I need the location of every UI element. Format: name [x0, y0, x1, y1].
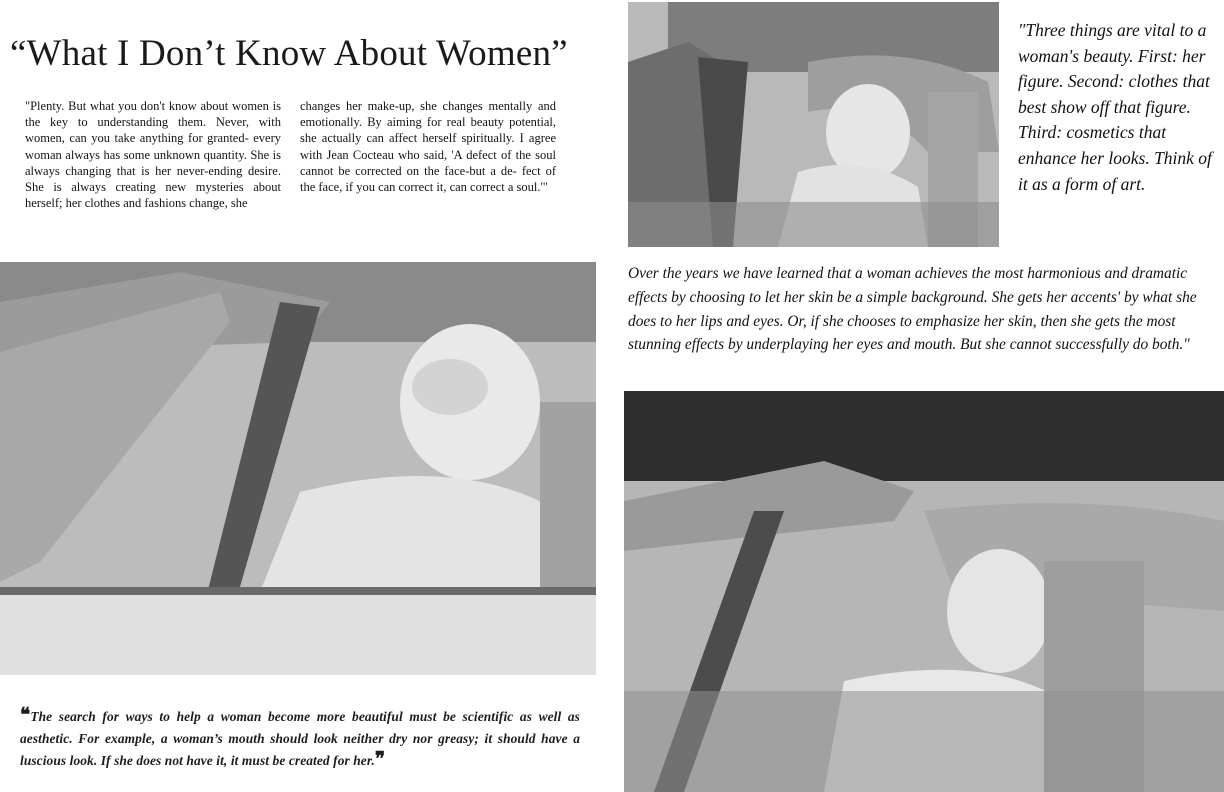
pull-quote-three-things: "Three things are vital to a woman's beauty. First: her figure. Second: clothes that best show off that figure. Third: cosmetics that enhance her looks. Think of it as a form of art.: [1018, 20, 1212, 194]
body-text-right-column: changes her make-up, she changes mentally and emotionally. By aiming for real beauty potential, she actually can affect herself spiritually. I agree with Jean Cocteau who said, 'A defect of the soul cannot be corrected on the face-but a de- fect of the face, if you can correct it, can correct a soul.'": [300, 99, 556, 195]
pull-quote-search-text: The search for ways to help a woman become more beautiful must be scientific as well as aesthetic. For example, a woman’s mouth should look neither dry nor greasy; it should have a luscious look. If she does not have it, it must be created for her.: [20, 709, 580, 768]
pull-quote-search-for-beauty: [20, 705, 580, 772]
open-quote-mark: ❝: [20, 705, 31, 726]
pull-quote-harmonious-effects: Over the years we have learned that a woman achieves the most harmonious and dramatic effects by choosing to let her skin be a simple background. She gets her accents' by what she does to her lips and eyes. Or, if she chooses to emphasize her skin, then she gets the most stunning effects by underplaying her eyes and mouth. But she cannot successfully do both.": [628, 265, 1197, 354]
body-text-left-column: "Plenty. But what you don't know about women is the key to understanding them. Never, with women, can you take anything for granted- every woman always has some unknown quantity. She is always changing that is her never-ending desire. She is always creating new mysteries about herself; her clothes and fashions change, she: [25, 99, 281, 211]
photo-woman-in-convertible-looking-up: [628, 2, 999, 247]
photo-woman-smiling-in-convertible: [0, 262, 596, 675]
close-quote-mark: ❞: [374, 749, 386, 770]
photo-woman-adjusting-sunglasses: [624, 391, 1224, 792]
article-title: “What I Don’t Know About Women”: [10, 33, 568, 74]
